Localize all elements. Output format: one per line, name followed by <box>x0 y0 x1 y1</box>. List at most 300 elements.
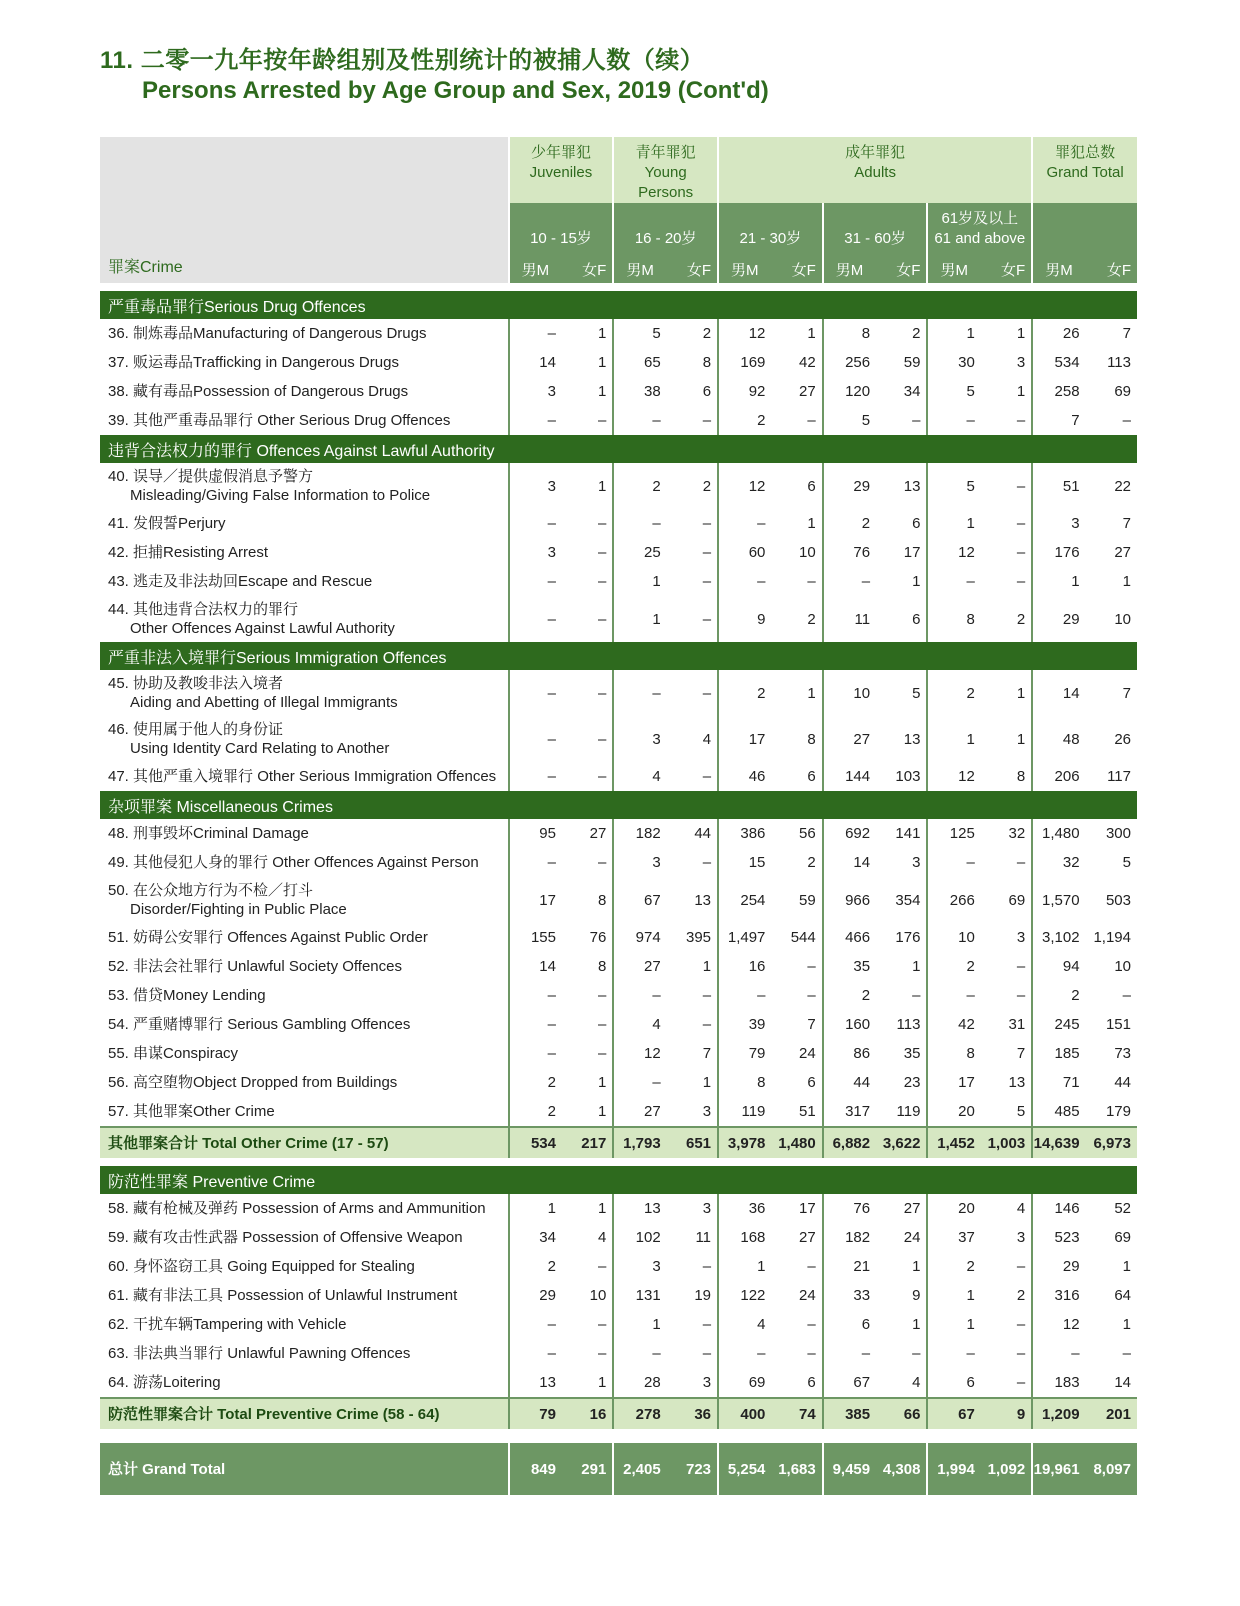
cell-value: 8 <box>927 596 980 642</box>
cell-value: 95 <box>509 819 562 848</box>
cell-value: 245 <box>1032 1010 1085 1039</box>
cell-value: – <box>927 981 980 1010</box>
cell-value: – <box>1016 412 1026 429</box>
cell-value: – <box>912 412 921 429</box>
crime-label: 63. 非法典当罪行 Unlawful Pawning Offences <box>108 1345 411 1362</box>
cell-value: – <box>927 1339 980 1368</box>
cell-value: 103 <box>895 768 921 785</box>
cell-value: 3,622 <box>876 1127 927 1158</box>
cell-value: – <box>1122 987 1131 1004</box>
cell-value: 31 <box>1008 1016 1026 1033</box>
female-column-header: 女F <box>562 255 613 283</box>
cell-value: – <box>597 610 607 628</box>
cell-value: 4 <box>702 730 712 748</box>
cell-value: 723 <box>667 1443 718 1495</box>
cell-value: – <box>807 1345 816 1362</box>
table-row <box>100 509 1137 538</box>
cell-value: 8 <box>597 958 607 975</box>
cell-value: 2 <box>1016 1287 1026 1304</box>
cell-value: 1 <box>613 567 666 596</box>
cell-value: – <box>1016 958 1026 975</box>
table-row <box>100 1368 1137 1398</box>
cell-value: – <box>823 1339 876 1368</box>
crime-label: 54. 严重赌博罪行 Serious Gambling Offences <box>108 1016 411 1033</box>
cell-value: 316 <box>1032 1281 1085 1310</box>
cell-value: 21 <box>823 1252 876 1281</box>
cell-value: 2 <box>927 1252 980 1281</box>
cell-value: – <box>597 573 607 590</box>
cell-value: 13 <box>613 1194 666 1223</box>
cell-value: 76 <box>589 929 607 946</box>
cell-value: 1 <box>927 319 980 348</box>
cell-value: – <box>509 319 562 348</box>
cell-value: 10 <box>1114 958 1131 975</box>
grand-total-header: 罪犯总数 Grand Total <box>1032 137 1137 203</box>
cell-value: 36 <box>718 1194 771 1223</box>
cell-value: 258 <box>1032 377 1085 406</box>
crime-label: 55. 串谋Conspiracy <box>108 1045 239 1062</box>
cell-value: 182 <box>823 1223 876 1252</box>
cell-value: 974 <box>613 923 666 952</box>
cell-value: 2 <box>912 325 921 342</box>
cell-value: 6 <box>807 768 816 785</box>
cell-value: 1 <box>1032 567 1085 596</box>
cell-value: – <box>702 1016 712 1033</box>
cell-value: – <box>702 854 712 871</box>
table-row <box>100 377 1137 406</box>
cell-value: 4,308 <box>876 1443 927 1495</box>
table-row <box>100 1194 1137 1223</box>
cell-value: 19 <box>694 1287 712 1304</box>
cell-value: – <box>597 730 607 748</box>
male-column-header: 男M <box>509 255 562 283</box>
cell-value: 117 <box>1107 768 1131 785</box>
cell-value: 17 <box>927 1068 980 1097</box>
table-row <box>100 319 1137 348</box>
cell-value: 8 <box>823 319 876 348</box>
cell-value: – <box>509 848 562 877</box>
cell-value: 44 <box>1114 1074 1131 1091</box>
cell-value: – <box>597 515 607 532</box>
cell-value: 24 <box>799 1287 816 1304</box>
cell-value: 206 <box>1032 762 1085 791</box>
title-zh: 11. 二零一九年按年龄组别及性别统计的被捕人数（续） <box>100 47 705 74</box>
section-header-drug: 严重毒品罪行Serious Drug Offences <box>100 291 1137 319</box>
cell-value: 8,097 <box>1086 1443 1137 1495</box>
cell-value: 131 <box>613 1281 666 1310</box>
female-column-header: 女F <box>667 255 718 283</box>
cell-value: 201 <box>1086 1398 1137 1429</box>
cell-value: 1,570 <box>1032 877 1085 923</box>
cell-value: 3 <box>1016 929 1026 946</box>
cell-value: 5 <box>927 463 980 509</box>
cell-value: 2 <box>509 1097 562 1127</box>
cell-value: 534 <box>1032 348 1085 377</box>
cell-value: 151 <box>1105 1016 1131 1033</box>
page-title <box>100 40 769 105</box>
cell-value: 8 <box>702 354 712 371</box>
cell-value: 2 <box>1016 610 1026 628</box>
male-column-header: 男M <box>1032 255 1085 283</box>
cell-value: – <box>927 848 980 877</box>
cell-value: 185 <box>1032 1039 1085 1068</box>
cell-value: 523 <box>1032 1223 1085 1252</box>
cell-value: 39 <box>718 1010 771 1039</box>
cell-value: 6,973 <box>1086 1127 1137 1158</box>
crime-label: 37. 贩运毒品Trafficking in Dangerous Drugs <box>108 354 399 371</box>
cell-value: 27 <box>613 1097 666 1127</box>
cell-value: 1 <box>927 1310 980 1339</box>
crime-label: 58. 藏有枪械及弹药 Possession of Arms and Ammunition <box>108 1200 486 1217</box>
cell-value: 24 <box>799 1045 816 1062</box>
cell-value: – <box>1016 1258 1026 1275</box>
cell-value: 9 <box>912 1287 921 1304</box>
crime-label: 防范性罪案合计 Total Preventive Crime (58 - 64) <box>100 1398 509 1429</box>
cell-value: 400 <box>718 1398 771 1429</box>
cell-value: 30 <box>927 348 980 377</box>
cell-value: 28 <box>613 1368 666 1398</box>
cell-value: 14 <box>509 952 562 981</box>
cell-value: 17 <box>509 877 562 923</box>
cell-value: 7 <box>1122 684 1131 702</box>
table-row <box>100 1223 1137 1252</box>
cell-value: – <box>613 1068 666 1097</box>
table-row <box>100 1252 1137 1281</box>
cell-value: 3 <box>613 848 666 877</box>
cell-value: 27 <box>799 383 816 400</box>
cell-value: 4 <box>912 1374 921 1391</box>
cell-value: – <box>702 1258 712 1275</box>
cell-value: 44 <box>823 1068 876 1097</box>
cell-value: 13 <box>1008 1074 1026 1091</box>
grand-total-row <box>100 1443 1137 1495</box>
cell-value: – <box>1122 412 1131 429</box>
cell-value: 5 <box>912 684 921 702</box>
cell-value: – <box>927 567 980 596</box>
cell-value: 6 <box>912 610 921 628</box>
cell-value: 73 <box>1114 1045 1131 1062</box>
cell-value: – <box>509 1339 562 1368</box>
cell-value: 16 <box>562 1398 613 1429</box>
cell-value: 69 <box>718 1368 771 1398</box>
cell-value: 69 <box>1008 891 1026 909</box>
cell-value: 9,459 <box>823 1443 876 1495</box>
age-16-20-header: 16 - 20岁 <box>613 203 718 255</box>
cell-value: – <box>509 670 562 716</box>
cell-value: – <box>597 768 607 785</box>
cell-value: 183 <box>1032 1368 1085 1398</box>
table-row <box>100 716 1137 762</box>
cell-value: 32 <box>1008 825 1026 842</box>
cell-value: 1 <box>1122 1316 1131 1333</box>
cell-value: 69 <box>1114 383 1131 400</box>
cell-value: 266 <box>927 877 980 923</box>
cell-value: 1 <box>509 1194 562 1223</box>
age-10-15-header: 10 - 15岁 <box>509 203 614 255</box>
cell-value: 544 <box>790 929 816 946</box>
cell-value: 9 <box>981 1398 1032 1429</box>
crime-label: 46. 使用属于他人的身份证 Using Identity Card Relating to Another <box>108 721 390 757</box>
cell-value: 11 <box>695 1229 712 1246</box>
male-column-header: 男M <box>718 255 771 283</box>
crime-label: 47. 其他严重入境罪行 Other Serious Immigration Offences <box>108 768 497 785</box>
cell-value: 1 <box>912 1258 921 1275</box>
cell-value: – <box>509 596 562 642</box>
total-row <box>100 1398 1137 1429</box>
cell-value: – <box>702 1316 712 1333</box>
cell-value: 1,209 <box>1032 1398 1085 1429</box>
cell-value: 141 <box>895 825 921 842</box>
cell-value: 386 <box>718 819 771 848</box>
cell-value: 2 <box>702 325 712 342</box>
crime-label: 40. 误导／提供虚假消息予警方 Misleading/Giving False Information to Police <box>108 468 431 504</box>
cell-value: 534 <box>509 1127 562 1158</box>
crime-label: 64. 游荡Loitering <box>108 1374 221 1391</box>
table-row <box>100 877 1137 923</box>
cell-value: 256 <box>823 348 876 377</box>
cell-value: – <box>597 1316 607 1333</box>
cell-value: 2 <box>927 670 980 716</box>
cell-value: 2 <box>509 1068 562 1097</box>
cell-value: 354 <box>895 891 921 909</box>
cell-value: 11 <box>823 596 876 642</box>
cell-value: 16 <box>718 952 771 981</box>
crime-label: 60. 身怀盗窃工具 Going Equipped for Stealing <box>108 1258 415 1275</box>
cell-value: 66 <box>876 1398 927 1429</box>
cell-value: 4 <box>597 1229 607 1246</box>
cell-value: 25 <box>613 538 666 567</box>
table-row <box>100 1039 1137 1068</box>
cell-value: 7 <box>1122 515 1131 532</box>
cell-value: 12 <box>718 319 771 348</box>
cell-value: 94 <box>1032 952 1085 981</box>
cell-value: 6,882 <box>823 1127 876 1158</box>
cell-value: 17 <box>903 544 921 561</box>
cell-value: 10 <box>1114 610 1131 628</box>
cell-value: 300 <box>1105 825 1131 842</box>
cell-value: – <box>1016 1345 1026 1362</box>
male-column-header: 男M <box>927 255 980 283</box>
cell-value: 317 <box>823 1097 876 1127</box>
cell-value: 13 <box>903 730 921 748</box>
cell-value: 4 <box>1016 1200 1026 1217</box>
cell-value: 385 <box>823 1398 876 1429</box>
crime-label: 59. 藏有攻击性武器 Possession of Offensive Weapon <box>108 1229 463 1246</box>
cell-value: 59 <box>903 354 921 371</box>
table-row <box>100 981 1137 1010</box>
cell-value: 5,254 <box>718 1443 771 1495</box>
cell-value: 3 <box>509 538 562 567</box>
crime-label: 42. 拒捕Resisting Arrest <box>108 544 269 561</box>
cell-value: 1,452 <box>927 1127 980 1158</box>
cell-value: 32 <box>1032 848 1085 877</box>
cell-value: 12 <box>718 463 771 509</box>
cell-value: 3 <box>1032 509 1085 538</box>
cell-value: – <box>597 544 607 561</box>
cell-value: 5 <box>1016 1103 1026 1120</box>
table-row <box>100 567 1137 596</box>
cell-value: – <box>912 1345 921 1362</box>
crime-label: 48. 刑事毁坏Criminal Damage <box>108 825 309 842</box>
cell-value: 1 <box>927 1281 980 1310</box>
cell-value: 42 <box>927 1010 980 1039</box>
cell-value: 1 <box>597 1200 607 1217</box>
cell-value: 160 <box>823 1010 876 1039</box>
cell-value: 56 <box>799 825 816 842</box>
cell-value: 1 <box>1016 383 1026 400</box>
cell-value: – <box>1016 573 1026 590</box>
cell-value: 20 <box>927 1194 980 1223</box>
cell-value: 125 <box>927 819 980 848</box>
cell-value: – <box>718 509 771 538</box>
cell-value: 1 <box>927 716 980 762</box>
cell-value: 6 <box>702 383 712 400</box>
cell-value: 1 <box>912 1316 921 1333</box>
age-61-above-header: 61岁及以上 61 and above <box>927 203 1032 255</box>
cell-value: 1 <box>912 573 921 590</box>
cell-value: 37 <box>927 1223 980 1252</box>
cell-value: 176 <box>1032 538 1085 567</box>
cell-value: 6 <box>807 1074 816 1091</box>
total-row <box>100 1127 1137 1158</box>
cell-value: 113 <box>1107 354 1131 371</box>
cell-value: – <box>1032 1339 1085 1368</box>
cell-value: 51 <box>799 1103 816 1120</box>
cell-value: – <box>597 412 607 429</box>
cell-value: 60 <box>718 538 771 567</box>
crime-label: 62. 干扰车辆Tampering with Vehicle <box>108 1316 347 1333</box>
cell-value: – <box>702 544 712 561</box>
crime-label: 61. 藏有非法工具 Possession of Unlawful Instrument <box>108 1287 458 1304</box>
cell-value: 22 <box>1114 477 1131 495</box>
cell-value: 5 <box>823 406 876 435</box>
cell-value: 8 <box>597 891 607 909</box>
crime-label: 53. 借贷Money Lending <box>108 987 266 1004</box>
cell-value: 67 <box>823 1368 876 1398</box>
cell-value: – <box>597 1016 607 1033</box>
young-persons-header: 青年罪犯 Young Persons <box>613 137 718 203</box>
cell-value: – <box>912 987 921 1004</box>
cell-value: – <box>702 412 712 429</box>
cell-value: – <box>702 610 712 628</box>
cell-value: – <box>597 854 607 871</box>
table-row <box>100 762 1137 791</box>
cell-value: 2 <box>823 509 876 538</box>
cell-value: 2 <box>807 610 816 628</box>
cell-value: 503 <box>1105 891 1131 909</box>
cell-value: – <box>509 1039 562 1068</box>
cell-value: 17 <box>799 1200 816 1217</box>
section-header-authority: 违背合法权力的罪行 Offences Against Lawful Authority <box>100 435 1137 463</box>
cell-value: – <box>702 768 712 785</box>
age-21-30-header: 21 - 30岁 <box>718 203 823 255</box>
cell-value: 38 <box>613 377 666 406</box>
cell-value: 1 <box>1122 573 1131 590</box>
table-row <box>100 848 1137 877</box>
cell-value: 1 <box>613 1310 666 1339</box>
cell-value: 6 <box>807 477 816 495</box>
cell-value: 1 <box>927 509 980 538</box>
cell-value: – <box>927 406 980 435</box>
cell-value: 3 <box>613 1252 666 1281</box>
arrest-table <box>100 137 1137 1495</box>
cell-value: 1,194 <box>1093 929 1131 946</box>
cell-value: 29 <box>1032 596 1085 642</box>
cell-value: – <box>1016 1374 1026 1391</box>
cell-value: 651 <box>667 1127 718 1158</box>
cell-value: 2 <box>509 1252 562 1281</box>
cell-value: – <box>509 406 562 435</box>
cell-value: 119 <box>718 1097 771 1127</box>
cell-value: 176 <box>895 929 921 946</box>
cell-value: 1,003 <box>981 1127 1032 1158</box>
cell-value: 1 <box>1122 1258 1131 1275</box>
section-header-misc: 杂项罪案 Miscellaneous Crimes <box>100 791 1137 819</box>
cell-value: 3,102 <box>1032 923 1085 952</box>
table-row <box>100 923 1137 952</box>
cell-value: 1 <box>807 515 816 532</box>
cell-value: 2 <box>718 670 771 716</box>
cell-value: 485 <box>1032 1097 1085 1127</box>
cell-value: – <box>509 981 562 1010</box>
cell-value: 1,497 <box>718 923 771 952</box>
grand-age-header <box>1032 203 1137 255</box>
cell-value: 7 <box>1122 325 1131 342</box>
cell-value: 14 <box>509 348 562 377</box>
cell-value: 1,092 <box>981 1443 1032 1495</box>
cell-value: 14,639 <box>1032 1127 1085 1158</box>
cell-value: 13 <box>509 1368 562 1398</box>
cell-value: 692 <box>823 819 876 848</box>
cell-value: 15 <box>718 848 771 877</box>
cell-value: 119 <box>896 1103 921 1120</box>
female-column-header: 女F <box>876 255 927 283</box>
cell-value: 1,480 <box>1032 819 1085 848</box>
cell-value: 3 <box>702 1103 712 1120</box>
cell-value: 120 <box>823 377 876 406</box>
cell-value: 1 <box>1016 325 1026 342</box>
cell-value: 144 <box>823 762 876 791</box>
table-row <box>100 1339 1137 1368</box>
cell-value: 51 <box>1032 463 1085 509</box>
cell-value: 8 <box>807 730 816 748</box>
cell-value: 217 <box>562 1127 613 1158</box>
cell-value: 2 <box>823 981 876 1010</box>
cell-value: 3 <box>509 463 562 509</box>
cell-value: 12 <box>613 1039 666 1068</box>
cell-value: 10 <box>589 1287 607 1304</box>
cell-value: – <box>702 684 712 702</box>
cell-value: 169 <box>718 348 771 377</box>
cell-value: 2 <box>613 463 666 509</box>
cell-value: – <box>702 573 712 590</box>
cell-value: – <box>807 412 816 429</box>
age-31-60-header: 31 - 60岁 <box>823 203 928 255</box>
crime-column-header: 罪案Crime <box>100 137 509 283</box>
adults-header: 成年罪犯 Adults <box>718 137 1032 203</box>
cell-value: 76 <box>823 538 876 567</box>
crime-label: 36. 制炼毒品Manufacturing of Dangerous Drugs <box>108 325 427 342</box>
cell-value: 168 <box>718 1223 771 1252</box>
cell-value: 36 <box>667 1398 718 1429</box>
cell-value: 13 <box>903 477 921 495</box>
cell-value: 23 <box>903 1074 921 1091</box>
cell-value: 76 <box>823 1194 876 1223</box>
cell-value: – <box>1016 987 1026 1004</box>
cell-value: 7 <box>1032 406 1085 435</box>
cell-value: – <box>1122 1345 1131 1362</box>
cell-value: 5 <box>613 319 666 348</box>
